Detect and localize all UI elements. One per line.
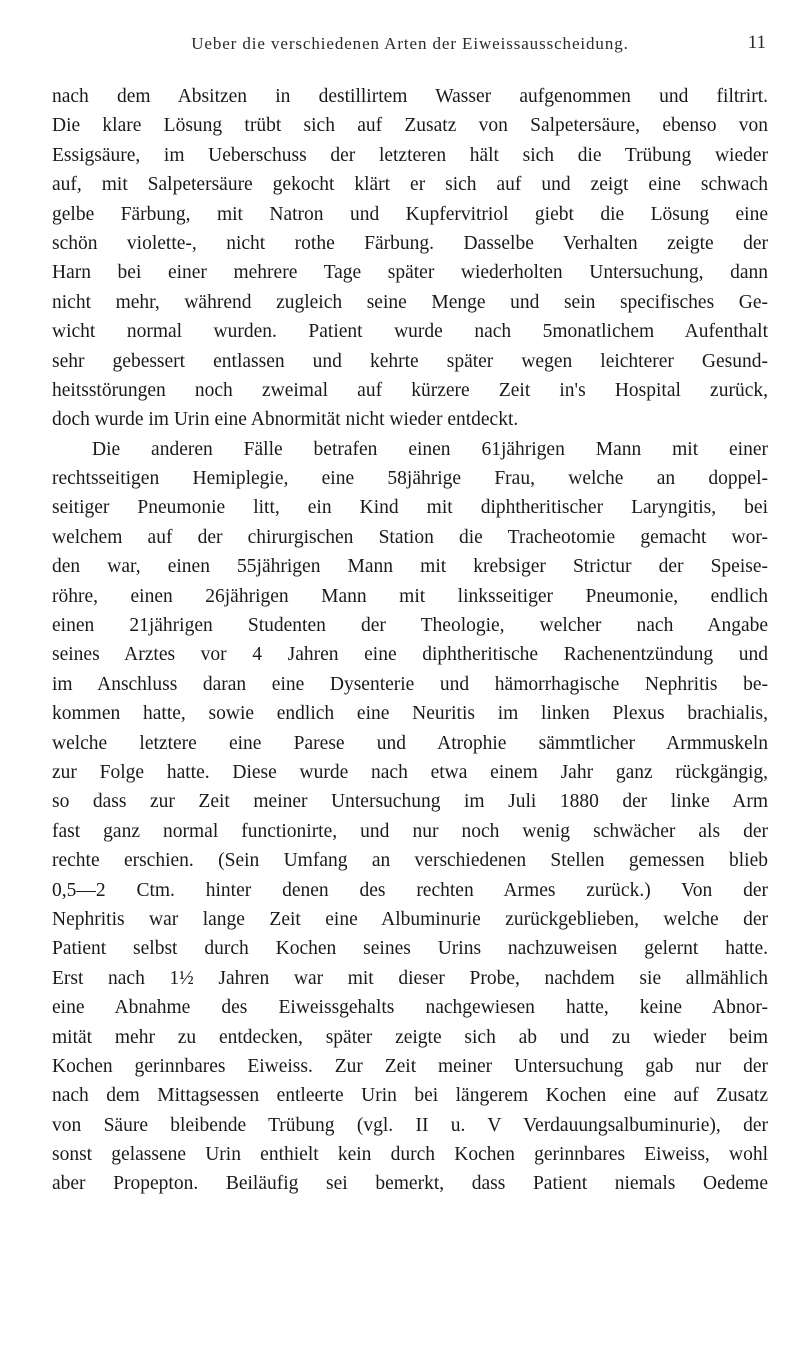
text-line: Essigsäure, im Ueberschuss der letzteren hält sich die Trübung wieder [52,144,768,166]
text-line: welche letztere eine Parese und Atrophie sämmtlicher Armmuskeln [52,732,768,754]
text-line: nach dem Mittagsessen entleerte Urin bei längerem Kochen eine auf Zusatz [52,1085,768,1107]
text-line: 0,5—2 Ctm. hinter denen des rechten Armes zurück.) Von der [52,879,768,901]
text-line: rechte erschien. (Sein Umfang an verschiedenen Stellen gemessen blieb [52,850,768,872]
text-line: sehr gebessert entlassen und kehrte später wegen leichterer Gesund- [52,350,768,372]
text-line: welchem auf der chirurgischen Station die Tracheotomie gemacht wor- [52,526,768,548]
text-line: Patient selbst durch Kochen seines Urins nachzuweisen gelernt hatte. [52,938,768,960]
text-line: einen 21jährigen Studenten der Theologie, welcher nach Angabe [52,615,768,637]
text-line: kommen hatte, sowie endlich eine Neuritis im linken Plexus brachialis, [52,703,768,725]
text-line: aber Propepton. Beiläufig sei bemerkt, dass Patient niemals Oedeme [52,1173,768,1195]
text-line: Kochen gerinnbares Eiweiss. Zur Zeit meiner Untersuchung gab nur der [52,1055,768,1077]
text-line: doch wurde im Urin eine Abnormität nicht wieder entdeckt. [52,409,519,431]
body-text [52,82,768,1199]
text-line: heitsstörungen noch zweimal auf kürzere Zeit in's Hospital zurück, [52,379,768,401]
text-line: so dass zur Zeit meiner Untersuchung im Juli 1880 der linke Arm [52,791,768,813]
text-line: Erst nach 1½ Jahren war mit dieser Probe, nachdem sie allmählich [52,967,768,989]
text-line: wicht normal wurden. Patient wurde nach 5monatlichem Aufenthalt [52,321,768,343]
text-line: Nephritis war lange Zeit eine Albuminurie zurückgeblieben, welche der [52,908,768,930]
text-line: seitiger Pneumonie litt, ein Kind mit diphtheritischer Laryngitis, bei [52,497,768,519]
book-page [52,0,768,1199]
text-line: rechtsseitigen Hemiplegie, eine 58jährige Frau, welche an doppel- [52,468,768,490]
running-title: Ueber die verschiedenen Arten der Eiweissausscheidung. [191,34,629,53]
text-line: nach dem Absitzen in destillirtem Wasser aufgenommen und filtrirt. [52,86,768,107]
paragraph [52,82,768,435]
text-line: auf, mit Salpetersäure gekocht klärt er sich auf und zeigt eine schwach [52,174,768,196]
text-line: schön violette-, nicht rothe Färbung. Dasselbe Verhalten zeigte der [52,232,768,254]
text-line: von Säure bleibende Trübung (vgl. II u. V Verdauungsalbuminurie), der [52,1114,768,1136]
text-line: den war, einen 55jährigen Mann mit krebsiger Strictur der Speise- [52,556,768,578]
running-header [52,0,768,52]
text-line: eine Abnahme des Eiweissgehalts nachgewiesen hatte, keine Abnor- [52,997,768,1019]
text-line: zur Folge hatte. Diese wurde nach etwa einem Jahr ganz rückgängig, [52,761,768,783]
text-line: Harn bei einer mehrere Tage später wiederholten Untersuchung, dann [52,262,768,284]
text-line: mität mehr zu entdecken, später zeigte sich ab und zu wieder beim [52,1026,768,1048]
page-number: 11 [747,32,766,53]
text-line: röhre, einen 26jährigen Mann mit linksseitiger Pneumonie, endlich [52,585,768,607]
text-line: Die anderen Fälle betrafen einen 61jährigen Mann mit einer [92,438,768,460]
text-line: Die klare Lösung trübt sich auf Zusatz von Salpetersäure, ebenso von [52,115,768,137]
text-line: nicht mehr, während zugleich seine Menge und sein specifisches Ge- [52,291,768,313]
text-line: seines Arztes vor 4 Jahren eine diphtheritische Rachenentzündung und [52,644,768,666]
text-line: im Anschluss daran eine Dysenterie und hämorrhagische Nephritis be- [52,673,768,695]
text-line: sonst gelassene Urin enthielt kein durch Kochen gerinnbares Eiweiss, wohl [52,1144,768,1166]
text-line: gelbe Färbung, mit Natron und Kupfervitriol giebt die Lösung eine [52,203,768,225]
paragraph [52,435,768,1199]
text-line: fast ganz normal functionirte, und nur noch wenig schwächer als der [52,820,768,842]
